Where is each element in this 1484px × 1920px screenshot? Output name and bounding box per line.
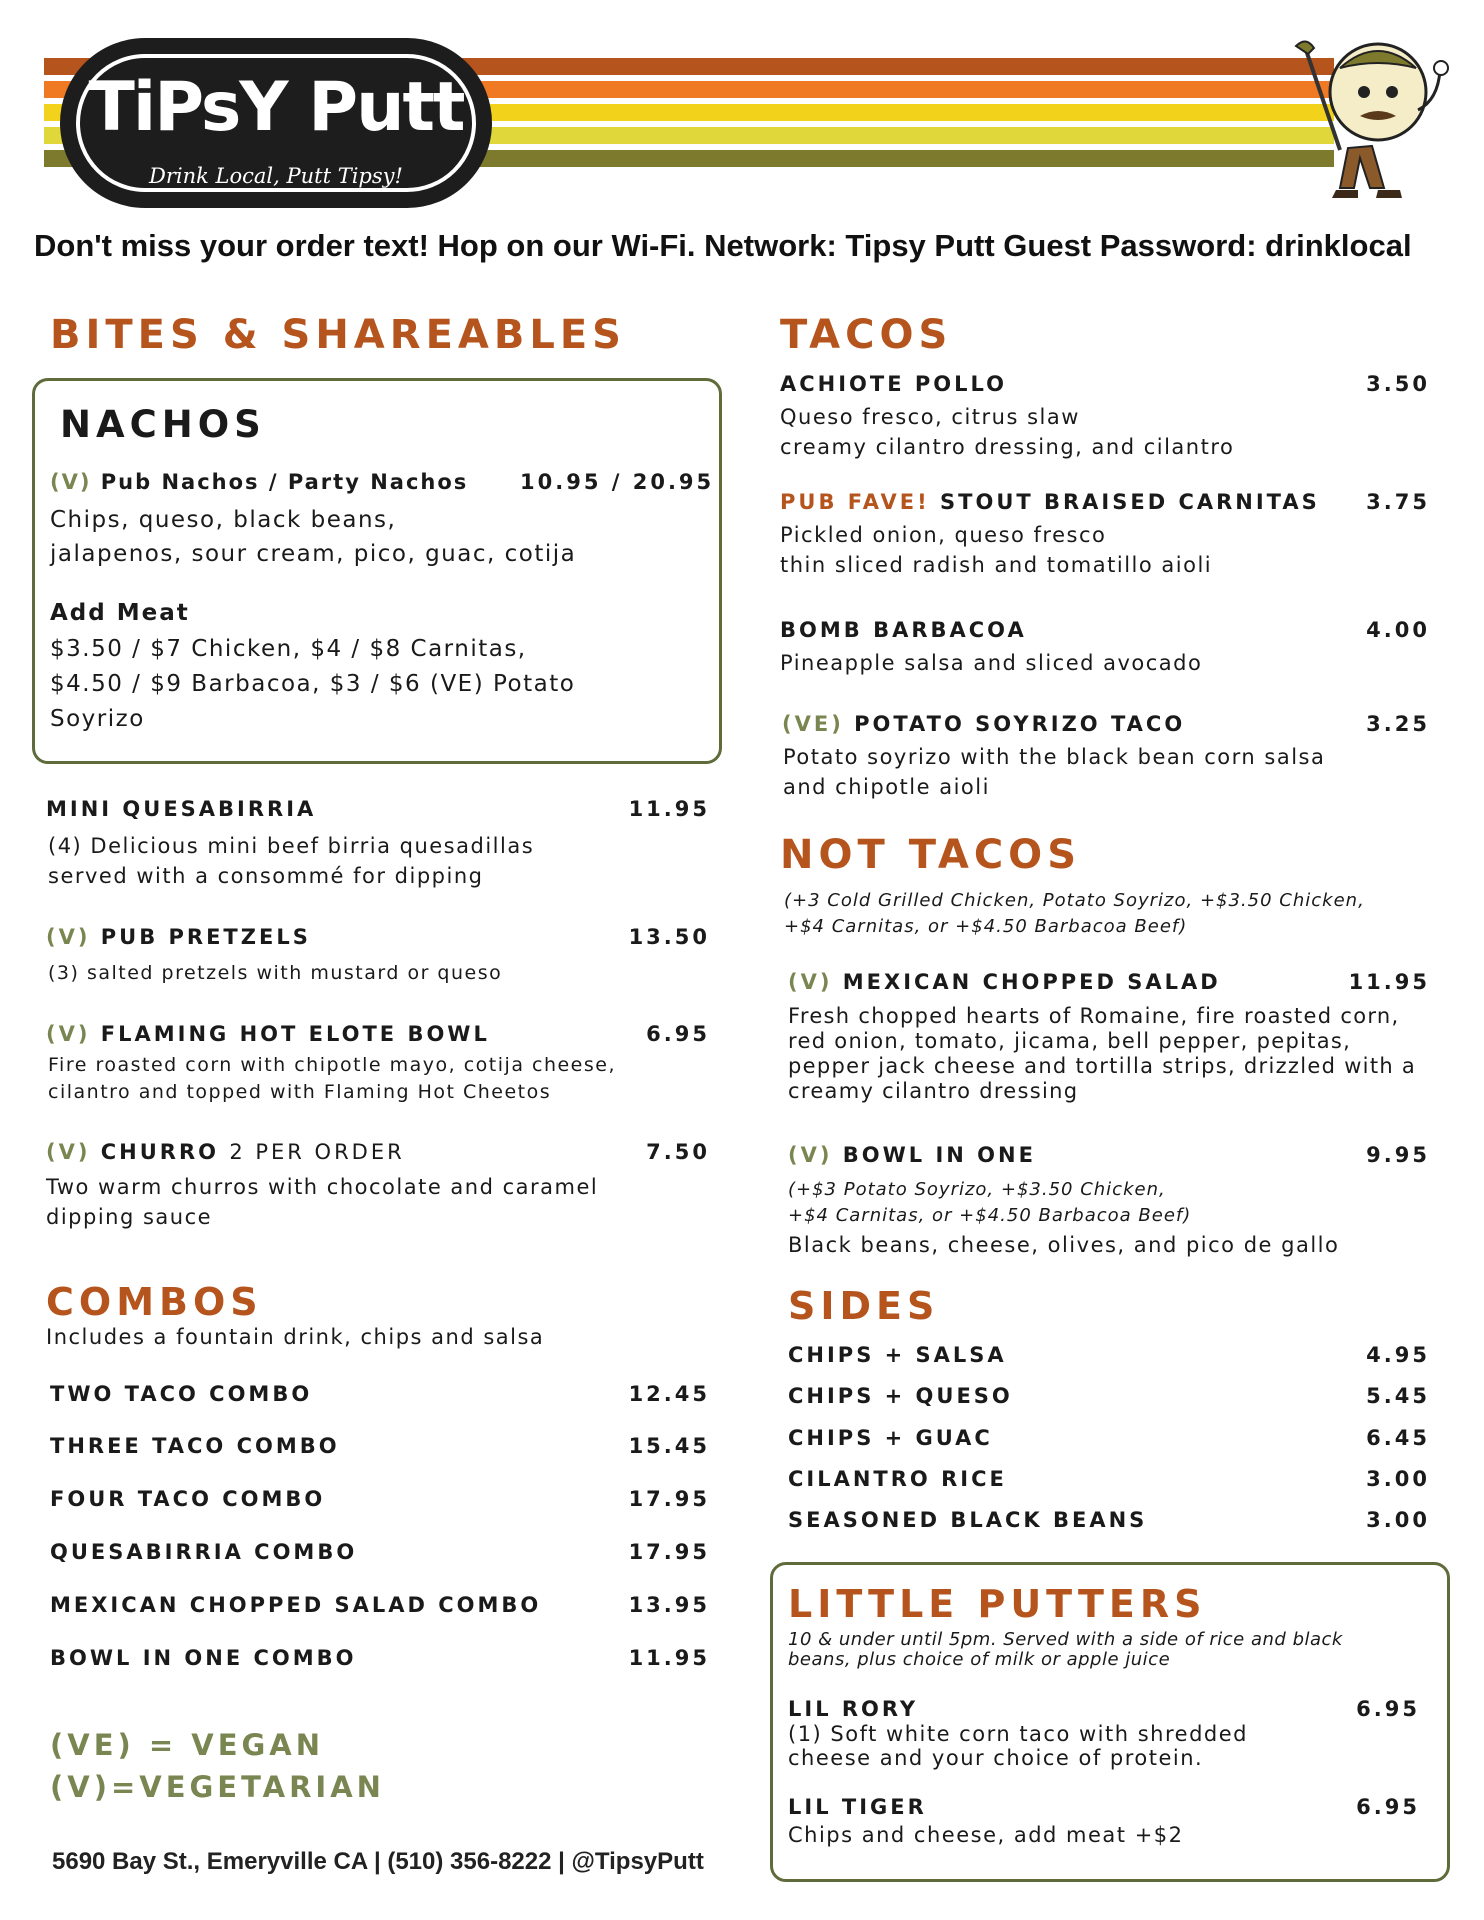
elote-desc-1: Fire roasted corn with chipotle mayo, cotija cheese, (48, 1054, 616, 1076)
side-item: SEASONED BLACK BEANS (788, 1508, 1148, 1532)
salad-label: MEXICAN CHOPPED SALAD (842, 970, 1221, 994)
pollo-desc-1: Queso fresco, citrus slaw (780, 405, 1080, 429)
add-meat-line-1: $3.50 / $7 Chicken, $4 / $8 Carnitas, (50, 636, 527, 662)
bowl-desc: Black beans, cheese, olives, and pico de gallo (788, 1233, 1340, 1257)
little-putters-note-2: beans, plus choice of milk or apple juice (788, 1649, 1171, 1670)
side-price: 3.00 (1366, 1467, 1430, 1491)
salad-desc-2: red onion, tomato, jicama, bell pepper, pepitas, (788, 1029, 1352, 1053)
salad-desc-4: creamy cilantro dressing (788, 1079, 1079, 1103)
lil-tiger-price: 6.95 (1356, 1795, 1420, 1819)
wifi-notice: Don't miss your order text! Hop on our Wi-Fi. Network: Tipsy Putt Guest Password: drinklocal (34, 228, 1412, 263)
salad-desc (788, 1004, 1416, 1104)
pretzels-desc: (3) salted pretzels with mustard or queso (48, 962, 503, 984)
little-putters-note (788, 1630, 1343, 1670)
carnitas-name (780, 490, 1320, 514)
logo (60, 38, 492, 208)
mini-quesabirria-price: 11.95 (628, 797, 710, 821)
vegetarian-tag: (V) (50, 470, 92, 494)
pollo-desc (780, 402, 1234, 462)
combo-item: BOWL IN ONE COMBO (50, 1646, 357, 1670)
section-title-combos: COMBOS (46, 1280, 263, 1324)
logo-tagline: Drink Local, Putt Tipsy! (149, 164, 403, 188)
mini-quesabirria-desc-2: served with a consommé for dipping (48, 864, 484, 888)
barbacoa-desc: Pineapple salsa and sliced avocado (780, 651, 1203, 675)
pollo-price: 3.50 (1366, 372, 1430, 396)
carnitas-desc (780, 520, 1212, 580)
nachos-item-name (50, 470, 468, 494)
vegetarian-tag: (V) (46, 925, 91, 949)
elote-label: FLAMING HOT ELOTE BOWL (100, 1022, 490, 1046)
combo-price: 13.95 (628, 1593, 710, 1617)
combo-price: 11.95 (628, 1646, 710, 1670)
pub-fave-tag: PUB FAVE! (780, 490, 930, 514)
bowl-note-2: +$4 Carnitas, or +$4.50 Barbacoa Beef) (788, 1205, 1192, 1226)
little-putters-note-1: 10 & under until 5pm. Served with a side of rice and black (788, 1629, 1343, 1650)
carnitas-desc-2: thin sliced radish and tomatillo aioli (780, 553, 1213, 577)
churro-label: CHURRO (100, 1140, 219, 1164)
lil-rory-name: LIL RORY (788, 1697, 919, 1721)
side-item: CILANTRO RICE (788, 1467, 1007, 1491)
section-title-tacos: TACOS (780, 312, 953, 358)
side-price: 5.45 (1366, 1384, 1430, 1408)
footer-contact: 5690 Bay St., Emeryville CA | (510) 356-8222 | @TipsyPutt (52, 1848, 704, 1875)
salad-name (788, 970, 1221, 994)
nachos-desc (50, 503, 576, 571)
combo-item: TWO TACO COMBO (50, 1382, 313, 1406)
legend-vegetarian: (V)=VEGETARIAN (50, 1770, 385, 1804)
add-meat-desc (50, 632, 575, 737)
bowl-note (788, 1177, 1191, 1229)
barbacoa-name: BOMB BARBACOA (780, 618, 1027, 642)
elote-desc-2: cilantro and topped with Flaming Hot Cheetos (48, 1081, 552, 1103)
nachos-title: NACHOS (60, 403, 266, 446)
bowl-note-1: (+$3 Potato Soyrizo, +$3.50 Chicken, (788, 1179, 1166, 1200)
nachos-item-label: Pub Nachos / Party Nachos (100, 470, 469, 494)
soyrizo-desc (783, 742, 1325, 802)
vegetarian-tag: (V) (46, 1140, 91, 1164)
vegetarian-tag: (V) (788, 1143, 833, 1167)
combos-subtitle: Includes a fountain drink, chips and salsa (46, 1325, 545, 1349)
section-title-little-putters: LITTLE PUTTERS (788, 1582, 1207, 1626)
mini-quesabirria-desc-1: (4) Delicious mini beef birria quesadillas (48, 834, 535, 858)
mini-quesabirria-desc (48, 831, 534, 891)
combo-price: 12.45 (628, 1382, 710, 1406)
lil-tiger-name: LIL TIGER (788, 1795, 927, 1819)
elote-name (46, 1022, 490, 1046)
barbacoa-price: 4.00 (1366, 618, 1430, 642)
side-item: CHIPS + GUAC (788, 1426, 993, 1450)
lil-tiger-desc: Chips and cheese, add meat +$2 (788, 1823, 1184, 1847)
pollo-desc-2: creamy cilantro dressing, and cilantro (780, 435, 1235, 459)
pretzels-price: 13.50 (628, 925, 710, 949)
combo-item: MEXICAN CHOPPED SALAD COMBO (50, 1593, 542, 1617)
salad-desc-1: Fresh chopped hearts of Romaine, fire roasted corn, (788, 1004, 1400, 1028)
side-price: 3.00 (1366, 1508, 1430, 1532)
soyrizo-desc-1: Potato soyrizo with the black bean corn salsa (783, 745, 1326, 769)
section-title-sides: SIDES (788, 1284, 940, 1328)
not-tacos-note-2: +$4 Carnitas, or +$4.50 Barbacoa Beef) (784, 916, 1188, 937)
soyrizo-desc-2: and chipotle aioli (783, 775, 990, 799)
churro-name (46, 1140, 405, 1164)
salad-desc-3: pepper jack cheese and tortilla strips, drizzled with a (788, 1054, 1417, 1078)
combo-price: 17.95 (628, 1487, 710, 1511)
combo-item: QUESABIRRIA COMBO (50, 1540, 358, 1564)
churro-desc-1: Two warm churros with chocolate and caramel (46, 1175, 599, 1199)
pollo-name: ACHIOTE POLLO (780, 372, 1007, 396)
salad-price: 11.95 (1348, 970, 1430, 994)
bowl-price: 9.95 (1366, 1143, 1430, 1167)
section-title-bites: BITES & SHAREABLES (50, 312, 626, 358)
section-title-not-tacos: NOT TACOS (780, 832, 1081, 878)
lil-rory-price: 6.95 (1356, 1697, 1420, 1721)
pretzels-label: PUB PRETZELS (100, 925, 311, 949)
side-item: CHIPS + SALSA (788, 1343, 1007, 1367)
nachos-item-price: 10.95 / 20.95 (520, 470, 715, 494)
soyrizo-name (782, 712, 1185, 736)
vegetarian-tag: (V) (46, 1022, 91, 1046)
not-tacos-note-1: (+3 Cold Grilled Chicken, Potato Soyrizo, +$3.50 Chicken, (784, 890, 1365, 911)
bowl-name (788, 1143, 1036, 1167)
nachos-desc-line-2: jalapenos, sour cream, pico, guac, cotija (50, 541, 577, 567)
vegetarian-tag: (V) (788, 970, 833, 994)
soyrizo-label: POTATO SOYRIZO TACO (854, 712, 1186, 736)
churro-suffix: 2 PER ORDER (229, 1140, 405, 1164)
combo-item: THREE TACO COMBO (50, 1434, 340, 1458)
combo-item: FOUR TACO COMBO (50, 1487, 326, 1511)
side-item: CHIPS + QUESO (788, 1384, 1013, 1408)
churro-desc-2: dipping sauce (46, 1205, 213, 1229)
churro-price: 7.50 (646, 1140, 710, 1164)
golf-ball-mascot-icon (1278, 30, 1458, 210)
mini-quesabirria-name: MINI QUESABIRRIA (46, 797, 317, 821)
soyrizo-price: 3.25 (1366, 712, 1430, 736)
add-meat-title: Add Meat (50, 600, 190, 626)
not-tacos-note (784, 888, 1365, 940)
side-price: 4.95 (1366, 1343, 1430, 1367)
vegan-tag: (VE) (782, 712, 844, 736)
logo-title: TiPsY Putt (88, 68, 464, 147)
lil-rory-desc-1: (1) Soft white corn taco with shredded (788, 1722, 1248, 1746)
elote-desc (48, 1052, 616, 1106)
lil-rory-desc-2: cheese and your choice of protein. (788, 1746, 1204, 1770)
pretzels-name (46, 925, 311, 949)
lil-rory-desc (788, 1722, 1248, 1770)
bowl-label: BOWL IN ONE (842, 1143, 1036, 1167)
add-meat-line-2: $4.50 / $9 Barbacoa, $3 / $6 (VE) Potato (50, 671, 576, 697)
combo-price: 17.95 (628, 1540, 710, 1564)
carnitas-label: STOUT BRAISED CARNITAS (940, 490, 1320, 514)
combo-price: 15.45 (628, 1434, 710, 1458)
legend-vegan: (VE) = VEGAN (50, 1728, 325, 1762)
add-meat-line-3: Soyrizo (50, 706, 145, 732)
churro-desc (46, 1172, 598, 1232)
nachos-desc-line-1: Chips, queso, black beans, (50, 507, 397, 533)
side-price: 6.45 (1366, 1426, 1430, 1450)
carnitas-price: 3.75 (1366, 490, 1430, 514)
elote-price: 6.95 (646, 1022, 710, 1046)
carnitas-desc-1: Pickled onion, queso fresco (780, 523, 1107, 547)
